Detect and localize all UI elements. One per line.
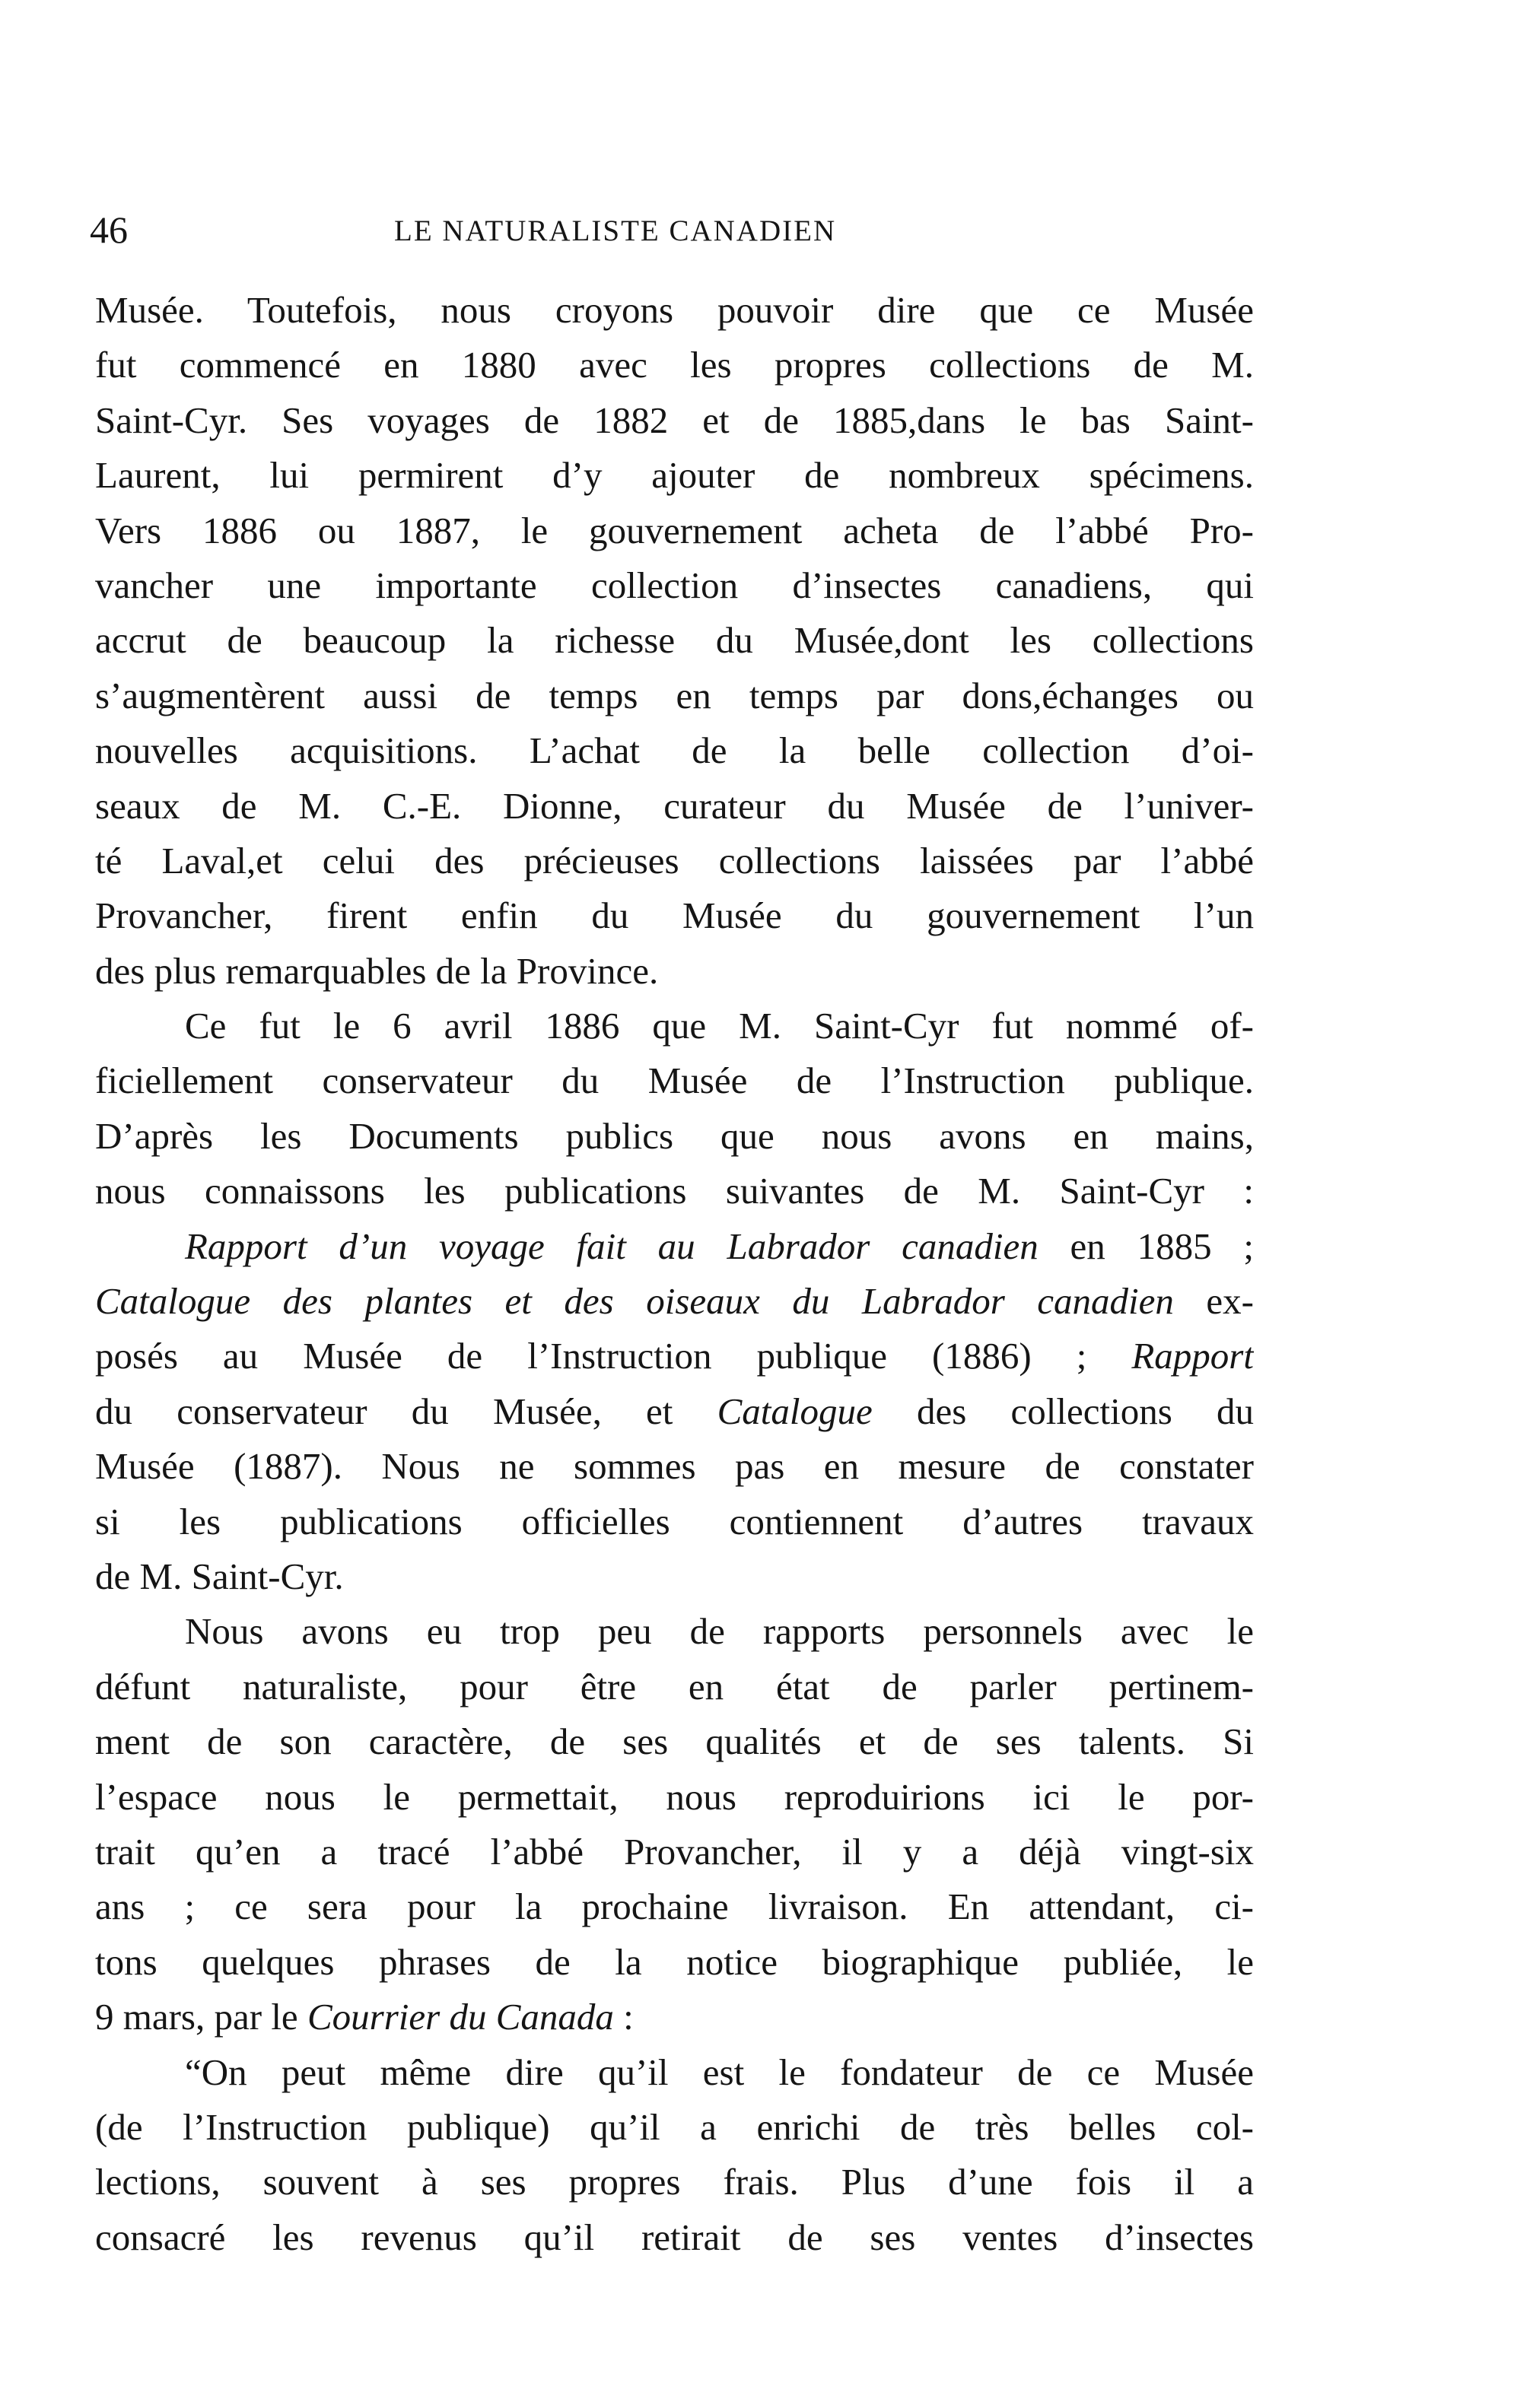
text-line: Musée (1887). Nous ne sommes pas en mesure de constater bbox=[95, 1445, 1254, 1488]
quote-line: lections, souvent à ses propres frais. Plus d’une fois il a bbox=[95, 2161, 1254, 2203]
text-segment: : bbox=[613, 1996, 634, 2038]
body-text bbox=[95, 283, 1254, 2265]
text-line: Provancher, firent enfin du Musée du gouvernement l’un bbox=[95, 894, 1254, 937]
text-line: Nous avons eu trop peu de rapports personnels avec le bbox=[185, 1610, 1254, 1653]
text-segment: en 1885 ; bbox=[1038, 1225, 1254, 1267]
text-line bbox=[95, 1329, 1254, 1383]
publication-title: Rapport bbox=[1131, 1335, 1254, 1377]
text-line: ficiellement conservateur du Musée de l’Instruction publique. bbox=[95, 1059, 1254, 1102]
text-line: si les publications officielles contiennent d’autres travaux bbox=[95, 1500, 1254, 1542]
text-line: ans ; ce sera pour la prochaine livraison. En attendant, ci- bbox=[95, 1885, 1254, 1928]
text-line: nouvelles acquisitions. L’achat de la belle collection d’oi- bbox=[95, 729, 1254, 772]
text-line: des plus remarquables de la Province. bbox=[95, 949, 659, 992]
text-line: ment de son caractère, de ses qualités et de ses talents. Si bbox=[95, 1720, 1254, 1763]
text-segment: ex- bbox=[1173, 1280, 1254, 1323]
quote-line: “On peut même dire qu’il est le fondateur de ce Musée bbox=[185, 2051, 1254, 2093]
publication-title: Rapport d’un voyage fait au Labrador canadien bbox=[185, 1225, 1039, 1267]
running-head bbox=[90, 207, 1254, 253]
text-line: trait qu’en a tracé l’abbé Provancher, il y a déjà vingt-six bbox=[95, 1830, 1254, 1873]
text-line: de M. Saint-Cyr. bbox=[95, 1555, 344, 1597]
newspaper-title: Courrier du Canada bbox=[307, 1996, 614, 2038]
publication-title: Catalogue bbox=[717, 1390, 873, 1432]
page-number: 46 bbox=[90, 208, 128, 251]
text-line bbox=[95, 1384, 1254, 1439]
quote-line: (de l’Instruction publique) qu’il a enrichi de très belles col- bbox=[95, 2105, 1254, 2148]
text-segment: du conservateur du Musée, et bbox=[95, 1390, 717, 1432]
text-line: nous connaissons les publications suivantes de M. Saint-Cyr : bbox=[95, 1170, 1254, 1212]
journal-title: LE NATURALISTE CANADIEN bbox=[394, 214, 837, 247]
text-segment: 9 mars, par le bbox=[95, 1996, 307, 2038]
text-line: seaux de M. C.-E. Dionne, curateur du Musée de l’univer- bbox=[95, 784, 1254, 827]
text-line: Musée. Toutefois, nous croyons pouvoir dire que ce Musée bbox=[95, 289, 1254, 331]
text-line bbox=[95, 1990, 1254, 2044]
text-line: Ce fut le 6 avril 1886 que M. Saint-Cyr fut nommé of- bbox=[185, 1005, 1254, 1047]
text-line: fut commencé en 1880 avec les propres collections de M. bbox=[95, 344, 1254, 386]
text-line: té Laval,et celui des précieuses collections laissées par l’abbé bbox=[95, 839, 1254, 882]
text-line: accrut de beaucoup la richesse du Musée,dont les collections bbox=[95, 619, 1254, 662]
publication-title: Catalogue des plantes et des oiseaux du Labrador canadien bbox=[95, 1280, 1174, 1323]
text-line: vancher une importante collection d’insectes canadiens, qui bbox=[95, 564, 1254, 606]
text-line: défunt naturaliste, pour être en état de parler pertinem- bbox=[95, 1665, 1254, 1708]
text-line: Laurent, lui permirent d’y ajouter de nombreux spécimens. bbox=[95, 454, 1254, 497]
text-segment: posés au Musée de l’Instruction publique (1886) ; bbox=[95, 1335, 1132, 1377]
text-line: Saint-Cyr. Ses voyages de 1882 et de 1885,dans le bas Saint- bbox=[95, 399, 1254, 441]
text-line: tons quelques phrases de la notice biographique publiée, le bbox=[95, 1940, 1254, 1983]
text-line: l’espace nous le permettait, nous reproduirions ici le por- bbox=[95, 1775, 1254, 1818]
quote-line: consacré les revenus qu’il retirait de ses ventes d’insectes bbox=[95, 2216, 1254, 2258]
text-line: Vers 1886 ou 1887, le gouvernement acheta de l’abbé Pro- bbox=[95, 509, 1254, 551]
text-line: D’après les Documents publics que nous avons en mains, bbox=[95, 1114, 1254, 1157]
text-line bbox=[95, 1219, 1254, 1274]
text-line bbox=[95, 1274, 1254, 1329]
text-line: s’augmentèrent aussi de temps en temps par dons,échanges ou bbox=[95, 674, 1254, 716]
text-segment: des collections du bbox=[872, 1390, 1254, 1432]
